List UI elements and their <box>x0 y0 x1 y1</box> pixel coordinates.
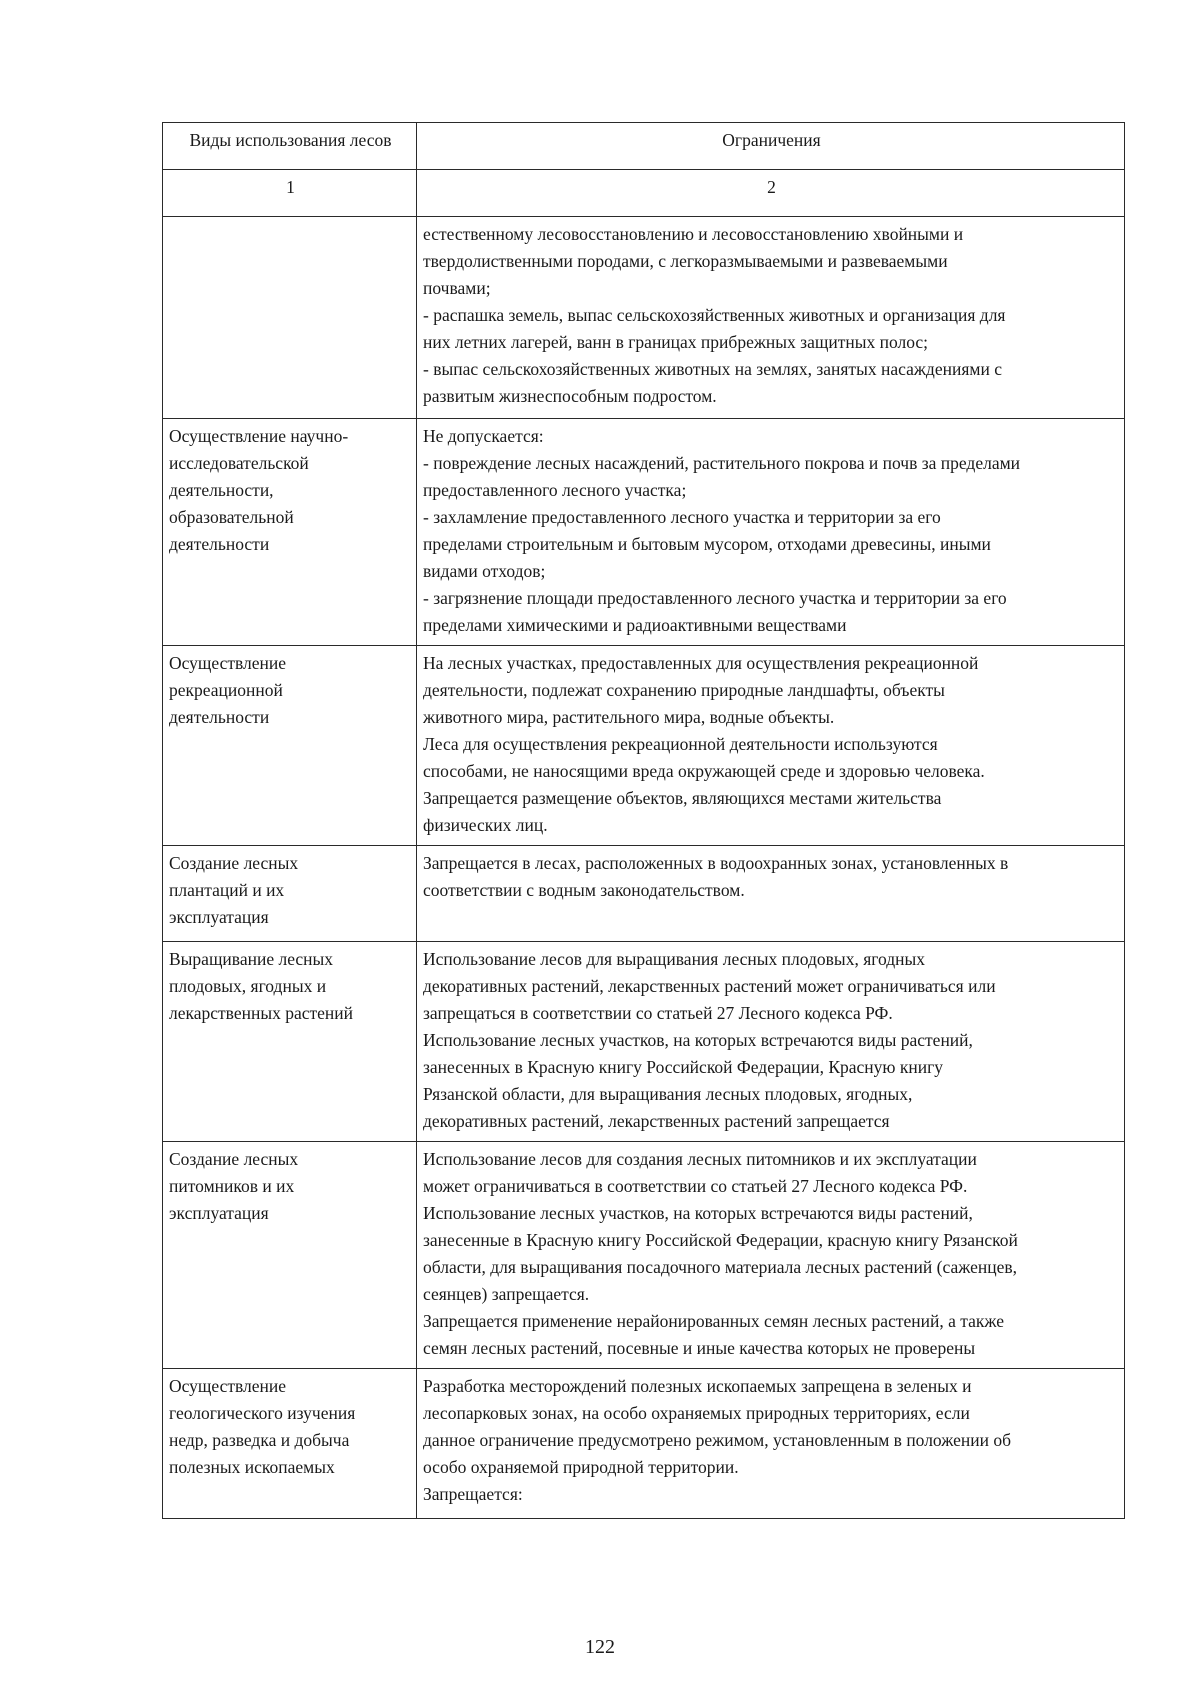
restriction-line: физических лиц. <box>423 815 548 835</box>
restriction-line: декоративных растений, лекарственных растений может ограничиваться или <box>423 976 996 996</box>
type-line: плантаций и их <box>169 880 285 900</box>
type-line: образовательной <box>169 507 294 527</box>
type-line: деятельности <box>169 707 270 727</box>
cell-forest-use-type <box>163 1142 417 1369</box>
type-line: геологического изучения <box>169 1403 356 1423</box>
type-line: деятельности, <box>169 480 274 500</box>
restriction-line: Рязанской области, для выращивания лесных плодовых, ягодных, <box>423 1084 913 1104</box>
table-row <box>163 1142 1125 1369</box>
restriction-line: соответствии с водным законодательством. <box>423 880 745 900</box>
table-row <box>163 942 1125 1142</box>
restriction-line: может ограничиваться в соответствии со статьей 27 Лесного кодекса РФ. <box>423 1176 968 1196</box>
cell-forest-use-type <box>163 846 417 942</box>
restriction-line: Запрещается в лесах, расположенных в водоохранных зонах, установленных в <box>423 853 1009 873</box>
table-row <box>163 1369 1125 1519</box>
cell-restrictions <box>417 1369 1125 1519</box>
cell-forest-use-type <box>163 942 417 1142</box>
cell-forest-use-type <box>163 1369 417 1519</box>
restriction-line: Использование лесов для выращивания лесных плодовых, ягодных <box>423 949 926 969</box>
restriction-line: Использование лесных участков, на которых встречаются виды растений, <box>423 1030 973 1050</box>
restriction-line: особо охраняемой природной территории. <box>423 1457 739 1477</box>
cell-restrictions <box>417 1142 1125 1369</box>
table-header-row <box>163 123 1125 170</box>
restriction-line: - захламление предоставленного лесного участка и территории за его <box>423 507 941 527</box>
table-row <box>163 419 1125 646</box>
restriction-line: Запрещается применение нерайонированных семян лесных растений, а также <box>423 1311 1004 1331</box>
type-line: плодовых, ягодных и <box>169 976 327 996</box>
restriction-line: декоративных растений, лекарственных растений запрещается <box>423 1111 890 1131</box>
restriction-line: Леса для осуществления рекреационной деятельности используются <box>423 734 938 754</box>
restriction-line: пределами строительным и бытовым мусором, отходами древесины, иными <box>423 534 991 554</box>
restriction-line: На лесных участках, предоставленных для осуществления рекреационной <box>423 653 979 673</box>
restriction-line: Запрещается: <box>423 1484 523 1504</box>
type-line: Создание лесных <box>169 853 299 873</box>
restriction-line: способами, не наносящими вреда окружающей среде и здоровью человека. <box>423 761 985 781</box>
column-number-2: 2 <box>417 170 1125 217</box>
restriction-line: данное ограничение предусмотрено режимом, установленным в положении об <box>423 1430 1012 1450</box>
restriction-line: семян лесных растений, посевные и иные качества которых не проверены <box>423 1338 976 1358</box>
cell-forest-use-type <box>163 419 417 646</box>
type-line: недр, разведка и добыча <box>169 1430 350 1450</box>
type-line: эксплуатация <box>169 1203 269 1223</box>
type-line: исследовательской <box>169 453 309 473</box>
restriction-line: деятельности, подлежат сохранению природные ландшафты, объекты <box>423 680 945 700</box>
type-line: эксплуатация <box>169 907 269 927</box>
type-line: лекарственных растений <box>169 1003 354 1023</box>
restriction-line: - загрязнение площади предоставленного лесного участка и территории за его <box>423 588 1007 608</box>
restriction-line: Запрещается размещение объектов, являющихся местами жительства <box>423 788 942 808</box>
restriction-line: - повреждение лесных насаждений, растительного покрова и почв за пределами <box>423 453 1021 473</box>
type-line: Осуществление <box>169 653 287 673</box>
header-forest-use-types: Виды использования лесов <box>163 123 417 170</box>
cell-restrictions <box>417 646 1125 846</box>
restriction-line: животного мира, растительного мира, водные объекты. <box>423 707 835 727</box>
cell-restrictions <box>417 846 1125 942</box>
cell-forest-use-type <box>163 217 417 419</box>
restriction-line: Не допускается: <box>423 426 544 446</box>
restriction-line: предоставленного лесного участка; <box>423 480 687 500</box>
restriction-line: пределами химическими и радиоактивными веществами <box>423 615 847 635</box>
restriction-line: Использование лесов для создания лесных питомников и их эксплуатации <box>423 1149 977 1169</box>
restriction-line: Использование лесных участков, на которых встречаются виды растений, <box>423 1203 973 1223</box>
table-row <box>163 846 1125 942</box>
restriction-line: развитым жизнеспособным подростом. <box>423 386 717 406</box>
restriction-line: естественному лесовосстановлению и лесовосстановлению хвойными и <box>423 224 964 244</box>
table-row <box>163 646 1125 846</box>
restriction-line: запрещаться в соответствии со статьей 27 Лесного кодекса РФ. <box>423 1003 893 1023</box>
type-line: полезных ископаемых <box>169 1457 335 1477</box>
restriction-line: твердолиственными породами, с легкоразмываемыми и развеваемыми <box>423 251 948 271</box>
restriction-line: видами отходов; <box>423 561 546 581</box>
restriction-line: - выпас сельскохозяйственных животных на землях, занятых насаждениями с <box>423 359 1002 379</box>
type-line: Осуществление научно- <box>169 426 349 446</box>
restriction-line: них летних лагерей, ванн в границах прибрежных защитных полос; <box>423 332 929 352</box>
type-line: Выращивание лесных <box>169 949 334 969</box>
type-line: Создание лесных <box>169 1149 299 1169</box>
forest-use-restrictions-table <box>162 122 1125 1519</box>
page-number: 122 <box>585 1636 615 1658</box>
restriction-line: занесенных в Красную книгу Российской Федерации, Красную книгу <box>423 1057 944 1077</box>
column-number-1: 1 <box>163 170 417 217</box>
restriction-line: занесенные в Красную книгу Российской Федерации, красную книгу Рязанской <box>423 1230 1018 1250</box>
restriction-line: Разработка месторождений полезных ископаемых запрещена в зеленых и <box>423 1376 972 1396</box>
type-line: Осуществление <box>169 1376 287 1396</box>
cell-restrictions <box>417 419 1125 646</box>
column-number-row <box>163 170 1125 217</box>
cell-forest-use-type <box>163 646 417 846</box>
type-line: питомников и их <box>169 1176 295 1196</box>
type-line: деятельности <box>169 534 270 554</box>
restriction-line: сеянцев) запрещается. <box>423 1284 590 1304</box>
table-row <box>163 217 1125 419</box>
restriction-line: лесопарковых зонах, на особо охраняемых природных территориях, если <box>423 1403 970 1423</box>
restriction-line: почвами; <box>423 278 491 298</box>
cell-restrictions <box>417 217 1125 419</box>
type-line: рекреационной <box>169 680 283 700</box>
restriction-line: - распашка земель, выпас сельскохозяйственных животных и организация для <box>423 305 1006 325</box>
cell-restrictions <box>417 942 1125 1142</box>
header-restrictions: Ограничения <box>417 123 1125 170</box>
restriction-line: области, для выращивания посадочного материала лесных растений (саженцев, <box>423 1257 1017 1277</box>
